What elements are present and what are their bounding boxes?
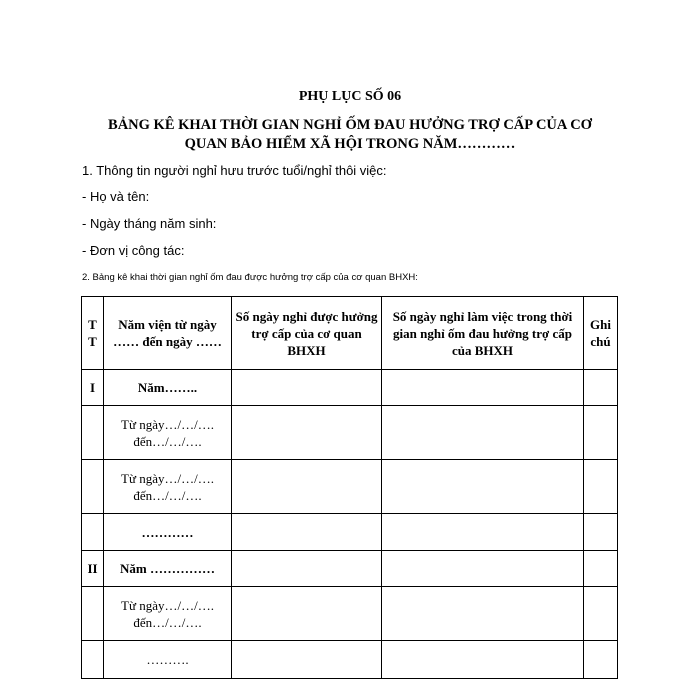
- table-header-row: [82, 297, 618, 370]
- row-days-work[interactable]: [382, 406, 584, 460]
- row-note[interactable]: [584, 370, 618, 406]
- row-days-work[interactable]: [382, 641, 584, 679]
- table-row: [82, 406, 618, 460]
- row-days-work[interactable]: [382, 370, 584, 406]
- row-note[interactable]: [584, 587, 618, 641]
- row-tt: II: [82, 551, 104, 587]
- row-period: Từ ngày…/…/…. đến…/…/….: [104, 460, 232, 514]
- row-note[interactable]: [584, 406, 618, 460]
- table-row: [82, 641, 618, 679]
- table-row: [82, 551, 618, 587]
- row-note[interactable]: [584, 460, 618, 514]
- row-days-work[interactable]: [382, 551, 584, 587]
- table-row: [82, 587, 618, 641]
- header-days-allowance: Số ngày nghỉ được hưởng trợ cấp của cơ quan BHXH: [232, 297, 382, 370]
- row-note[interactable]: [584, 641, 618, 679]
- row-days-allowance[interactable]: [232, 370, 382, 406]
- row-days-work[interactable]: [382, 514, 584, 551]
- row-days-allowance[interactable]: [232, 406, 382, 460]
- row-days-allowance[interactable]: [232, 587, 382, 641]
- row-days-allowance[interactable]: [232, 551, 382, 587]
- field-work-unit: - Đơn vị công tác:: [82, 243, 185, 258]
- row-period: Năm……..: [104, 370, 232, 406]
- section-1-label: 1. Thông tin người nghỉ hưu trước tuổi/nghỉ thôi việc:: [82, 163, 387, 178]
- row-tt: [82, 514, 104, 551]
- appendix-title: PHỤ LỤC SỐ 06: [298, 89, 402, 104]
- row-tt: [82, 460, 104, 514]
- field-date-of-birth: - Ngày tháng năm sinh:: [82, 216, 217, 231]
- row-days-work[interactable]: [382, 460, 584, 514]
- row-days-allowance[interactable]: [232, 641, 382, 679]
- table-row: [82, 514, 618, 551]
- section-2-label: 2. Bảng kê khai thời gian nghỉ ốm đau được hưởng trợ cấp của cơ quan BHXH:: [82, 272, 418, 283]
- table-row: [82, 370, 618, 406]
- row-tt: [82, 587, 104, 641]
- row-tt: I: [82, 370, 104, 406]
- heading-line-2: QUAN BẢO HIỂM XÃ HỘI TRONG NĂM…………: [184, 136, 516, 152]
- header-days-work: Số ngày nghỉ làm việc trong thời gian nghỉ ốm đau hưởng trợ cấp của BHXH: [382, 297, 584, 370]
- heading-line-1: BẢNG KÊ KHAI THỜI GIAN NGHỈ ỐM ĐAU HƯỞNG TRỢ CẤP CỦA CƠ: [108, 117, 592, 133]
- row-period: …………: [104, 514, 232, 551]
- row-note[interactable]: [584, 514, 618, 551]
- row-days-work[interactable]: [382, 587, 584, 641]
- row-period: ……….: [104, 641, 232, 679]
- row-period: Từ ngày…/…/…. đến…/…/….: [104, 406, 232, 460]
- document-heading: [90, 116, 610, 154]
- row-tt: [82, 406, 104, 460]
- header-tt: T T: [82, 297, 104, 370]
- table-row: [82, 460, 618, 514]
- field-full-name: - Họ và tên:: [82, 189, 150, 204]
- header-period: Năm viện từ ngày …… đến ngày ……: [104, 297, 232, 370]
- row-period: Năm ……………: [104, 551, 232, 587]
- row-days-allowance[interactable]: [232, 514, 382, 551]
- row-note[interactable]: [584, 551, 618, 587]
- header-note: Ghi chú: [584, 297, 618, 370]
- row-period: Từ ngày…/…/…. đến…/…/….: [104, 587, 232, 641]
- row-tt: [82, 641, 104, 679]
- row-days-allowance[interactable]: [232, 460, 382, 514]
- sick-leave-table: [81, 296, 618, 679]
